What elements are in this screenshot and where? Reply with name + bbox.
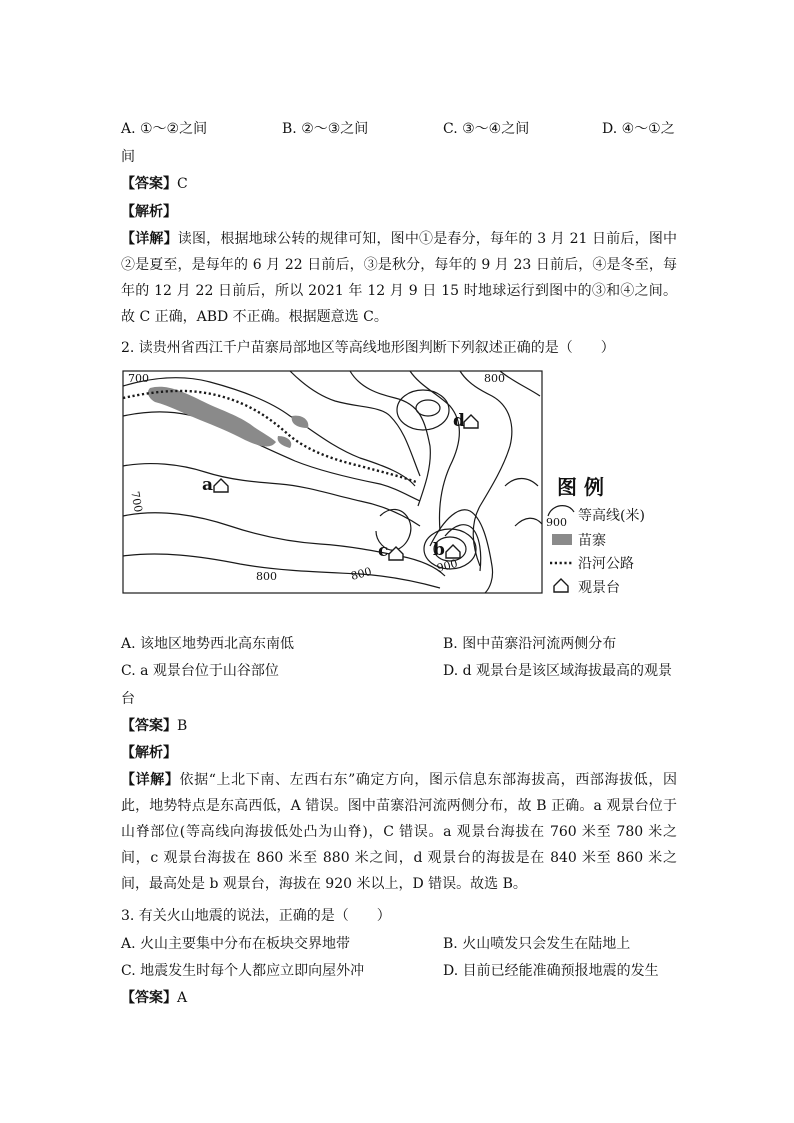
q2-stem: 2. 读贵州省西江千户苗寨局部地区等高线地形图判断下列叙述正确的是（ ） (121, 340, 615, 356)
point-a-label: a (202, 475, 214, 495)
viewpoint-d-icon (464, 415, 478, 428)
legend-contour-icon (548, 506, 574, 516)
village-area (278, 436, 292, 448)
detail-tag: 【详解】 (121, 231, 178, 247)
point-c-label: c (378, 541, 389, 561)
contour-line (500, 371, 540, 396)
answer-value: B (177, 718, 188, 734)
contour-line (515, 518, 542, 526)
legend-village-label: 苗寨 (578, 533, 606, 549)
answer-tag: 【答案】 (121, 718, 177, 734)
q1-option-d-wrap: 间 (121, 149, 135, 165)
q2-analysis-tag: 【解析】 (121, 745, 177, 761)
contour-line (123, 513, 445, 576)
q2-option-c: C. a 观景台位于山谷部位 (121, 663, 279, 679)
q2-detail (121, 767, 677, 897)
answer-tag: 【答案】 (121, 990, 177, 1006)
legend-contour-value: 900 (546, 516, 567, 529)
detail-tag: 【详解】 (121, 772, 180, 788)
q3-answer (121, 988, 187, 1008)
q1-option-a: A. ①～②之间 (121, 121, 208, 137)
contour-label: 800 (484, 372, 505, 385)
contour-map (120, 366, 650, 602)
legend-title: 图 例 (557, 475, 604, 499)
contour-line (397, 390, 449, 430)
q1-detail (121, 226, 677, 330)
contour-line (350, 371, 430, 506)
contour-label: 900 (435, 556, 460, 575)
contour-line (290, 371, 420, 476)
contour-line (416, 400, 440, 416)
legend-viewpoint-label: 观景台 (578, 580, 620, 596)
viewpoint-b-icon (446, 545, 460, 558)
contour-label: 700 (128, 372, 149, 385)
answer-tag: 【答案】 (121, 176, 177, 192)
legend-road-label: 沿河公路 (578, 556, 634, 572)
q2-answer (121, 716, 187, 736)
q3-stem: 3. 有关火山地震的说法，正确的是（ ） (121, 908, 391, 924)
legend-viewpoint-icon (554, 579, 568, 592)
q2-option-a: A. 该地区地势西北高东南低 (121, 636, 295, 652)
q3-option-d: D. 目前已经能准确预报地震的发生 (443, 963, 659, 979)
contour-line (505, 479, 538, 487)
q2-option-d-wrap: 台 (121, 691, 135, 707)
q2-option-d: D. d 观景台是该区域海拔最高的观景 (443, 663, 673, 679)
answer-value: A (177, 990, 188, 1006)
contour-label: 700 (128, 490, 145, 514)
village-area (148, 387, 276, 447)
legend-village-icon (552, 534, 572, 545)
q3-option-c: C. 地震发生时每个人都应立即向屋外冲 (121, 963, 365, 979)
q1-analysis-tag: 【解析】 (121, 204, 177, 220)
legend-contour-label: 等高线(米) (578, 508, 645, 524)
contour-label: 800 (349, 564, 374, 583)
point-b-label: b (433, 540, 445, 560)
contour-label: 800 (256, 570, 277, 583)
contour-line (410, 371, 459, 531)
viewpoint-c-icon (389, 547, 403, 560)
contour-line (123, 412, 420, 501)
q1-option-c: C. ③～④之间 (443, 121, 530, 137)
answer-value: C (177, 176, 188, 192)
detail-text: 读图，根据地球公转的规律可知，图中①是春分，每年的 3 月 21 日前后，图中②是夏至，是每年的 6 月 22 日前后，③是秋分，每年的 9 月 23 日前后，④是冬至，每年的 12 月 22 日前后，所以 2021 年 12 月 9 日 15 时地球运行到图中的③和④之间。故 C 正确，ABD 不正确。根据题意选 C。 (121, 231, 678, 325)
point-d-label: d (453, 411, 465, 431)
detail-text: 依据“上北下南、左西右东”确定方向，图示信息东部海拔高，西部海拔低，因此，地势特点是东高西低，A 错误。图中苗寨沿河流两侧分布，故 B 正确。a 观景台位于山脊部位(等高线向海拔低处凸为山脊)，C 错误。a 观景台海拔在 760 米至 780 米之间，c 观景台海拔在 860 米至 880 米之间，d 观景台的海拔是在 840 米至 860 米之间，最高处是 b 观景台，海拔在 920 米以上，D 错误。故选 B。 (121, 772, 678, 892)
q1-option-d: D. ④～①之 (602, 121, 675, 137)
q3-option-a: A. 火山主要集中分布在板块交界地带 (121, 936, 351, 952)
q1-option-b: B. ②～③之间 (282, 121, 369, 137)
q2-option-b: B. 图中苗寨沿河流两侧分布 (443, 636, 617, 652)
q1-answer (121, 174, 188, 194)
contour-line (123, 464, 420, 526)
village-area (292, 416, 309, 428)
viewpoint-a-icon (214, 479, 228, 492)
q3-option-b: B. 火山喷发只会发生在陆地上 (443, 936, 631, 952)
